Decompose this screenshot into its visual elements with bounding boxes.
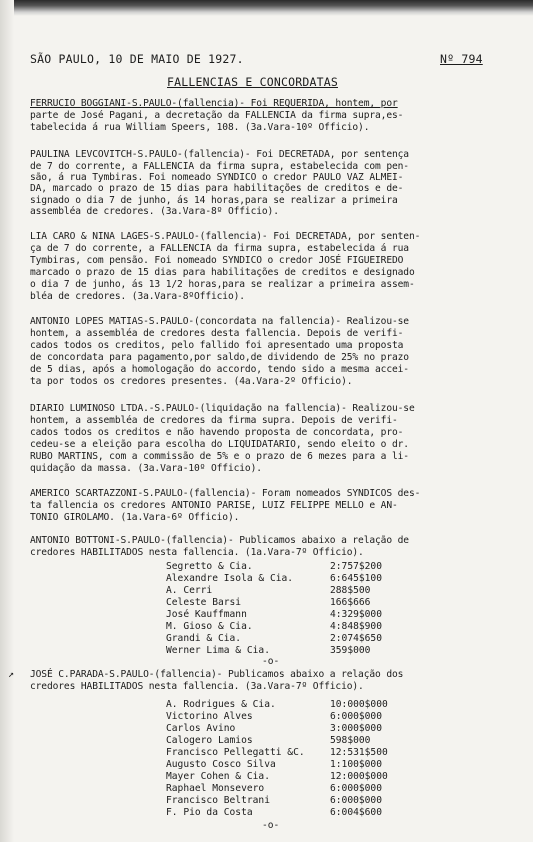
place-date: SÃO PAULO, 10 DE MAIO DE 1927.: [30, 52, 244, 66]
entry-line: hontem, a assembléa de credores desta fallencia. Depois de verifi-: [30, 328, 404, 339]
creditor-row: [166, 735, 466, 746]
creditor-row: [166, 609, 466, 620]
entry-line: FERRUCIO BOGGIANI-S.PAULO-(fallencia)- Foi REQUERIDA, hontem, por: [30, 98, 398, 109]
creditor-amount: 12:000$000: [330, 771, 388, 782]
creditor-name: Alexandre Isola & Cia.: [166, 573, 294, 584]
creditor-row: [166, 723, 466, 734]
creditor-name: Mayer Cohen & Cia.: [166, 771, 270, 782]
creditor-row: [166, 633, 466, 644]
entry-line: de 5 dias, após a homologação do accordo, tendo sido a mesma accei-: [30, 364, 409, 375]
creditor-name: Carlos Avino: [166, 723, 236, 734]
entry-line: ça de 7 do corrente, a FALLENCIA da firma supra, estabelecida á rua: [30, 243, 409, 254]
entry-line: cedeu-se a eleição para escolha do LIQUIDATARIO, sendo eleito o dr.: [30, 439, 409, 450]
creditor-amount: 4:848$900: [330, 621, 382, 632]
creditor-row: [166, 783, 466, 794]
entry-line: ANTONIO LOPES MATIAS-S.PAULO-(concordata na fallencia)- Realizou-se: [30, 316, 409, 327]
creditor-amount: 12:531$500: [330, 747, 388, 758]
creditor-row: [166, 699, 466, 710]
entry-line: signado o dia 7 de junho, ás 14 horas,para se realizar a primeira: [30, 195, 398, 206]
creditor-amount: 6:000$000: [330, 711, 382, 722]
entry-name: FERRUCIO BOGGIANI-: [30, 98, 132, 109]
creditor-name: A. Rodrigues & Cia.: [166, 699, 276, 710]
creditor-amount: 2:074$650: [330, 633, 382, 644]
entry-line: AMERICO SCARTAZZONI-S.PAULO-(fallencia)- Foram nomeados SYNDICOS des-: [30, 488, 421, 499]
creditor-row: [166, 561, 466, 572]
entry-line: de 7 do corrente, a FALLENCIA da firma supra, estabelecida com pen-: [30, 161, 409, 172]
separator: -o-: [262, 820, 280, 831]
creditor-amount: 359$000: [330, 645, 371, 656]
bulletin-number: Nº 794: [440, 52, 483, 66]
creditor-name: F. Pio da Costa: [166, 807, 253, 818]
creditor-amount: 2:757$200: [330, 561, 382, 572]
entry-line: parte de José Pagani, a decretação da FALLENCIA da firma supra,es-: [30, 110, 404, 121]
entry-line: quidação da massa. (3a.Vara-10º Officio).: [30, 463, 262, 474]
creditor-amount: 1:100$000: [330, 759, 382, 770]
creditor-name: Werner Lima & Cia.: [166, 645, 270, 656]
creditor-name: Victorino Alves: [166, 711, 253, 722]
margin-mark: ↗: [8, 669, 15, 680]
creditor-row: [166, 573, 466, 584]
creditor-name: José Kauffmann: [166, 609, 247, 620]
entry-line: DA, marcado o prazo de 15 dias para habilitações de creditos e de-: [30, 183, 404, 194]
entry-line: RUBO MARTINS, com a commissão de 5% e o prazo de 6 mezes para a li-: [30, 451, 409, 462]
creditor-amount: 6:000$000: [330, 795, 382, 806]
section-title: FALLENCIAS E CONCORDATAS: [167, 75, 338, 89]
entry-line: credores HABILITADOS nesta fallencia. (1a.Vara-7º Officio).: [30, 547, 364, 558]
creditor-amount: 6:004$600: [330, 807, 382, 818]
entry-line: ta por todos os credores presentes. (4a.Vara-2º Officio).: [30, 376, 353, 387]
creditor-row: [166, 621, 466, 632]
entry-line: ANTONIO BOTTONI-S.PAULO-(fallencia)- Publicamos abaixo a relação de: [30, 535, 409, 546]
creditor-row: [166, 771, 466, 782]
entry-line: tabelecida á rua William Speers, 108. (3a.Vara-10º Officio).: [30, 122, 370, 133]
creditor-amount: 166$666: [330, 597, 371, 608]
creditor-amount: 6:645$100: [330, 573, 382, 584]
creditor-row: [166, 597, 466, 608]
creditor-amount: 288$500: [330, 585, 371, 596]
entry-line: ta fallencia os credores ANTONIO PARISE, LUIZ FELIPPE MELLO e AN-: [30, 500, 398, 511]
creditor-amount: 3:000$000: [330, 723, 382, 734]
creditor-amount: 4:329$000: [330, 609, 382, 620]
creditor-row: [166, 795, 466, 806]
creditor-name: M. Gioso & Cia.: [166, 621, 253, 632]
creditor-row: [166, 645, 466, 656]
entry-line: LIA CARO & NINA LAGES-S.PAULO-(fallencia)- Foi DECRETADA, por senten-: [30, 231, 421, 242]
entry-line: de concordata para pagamento,por saldo,de dividendo de 25% no prazo: [30, 352, 409, 363]
creditor-name: Francisco Beltrani: [166, 795, 270, 806]
entry-line: PAULINA LEVCOVITCH-S.PAULO-(fallencia)- Foi DECRETADA, por sentença: [30, 149, 409, 160]
creditor-amount: 6:000$000: [330, 783, 382, 794]
entry-line: cados todos os creditos e não havendo proposta de concordata, pro-: [30, 427, 404, 438]
scan-left-edge: [0, 0, 14, 842]
creditor-amount: 598$000: [330, 735, 371, 746]
creditor-name: Calogero Lamios: [166, 735, 253, 746]
creditor-amount: 10:000$000: [330, 699, 388, 710]
entry-line: TONIO GIROLAMO. (1a.Vara-6º Officio).: [30, 512, 240, 523]
entry-line: assembléa de credores. (3a.Vara-8º Officio).: [30, 206, 279, 217]
creditor-name: Segretto & Cia.: [166, 561, 253, 572]
entry-line: marcado o prazo de 15 dias para habilitações de creditos e designado: [30, 267, 415, 278]
creditor-row: [166, 747, 466, 758]
creditor-row: [166, 807, 466, 818]
creditor-name: Raphael Monsevero: [166, 783, 265, 794]
entry-line: hontem, a assembléa de credores da firma supra. Depois de verifi-: [30, 415, 398, 426]
creditor-name: A. Cerri: [166, 585, 213, 596]
entry-line: cados todos os creditos, pelo fallido foi apresentado uma proposta: [30, 340, 404, 351]
entry-line: credores HABILITADOS nesta fallencia. (3a.Vara-7º Officio).: [30, 681, 364, 692]
entry-line: DIARIO LUMINOSO LTDA.-S.PAULO-(liquidação na fallencia)- Realizou-se: [30, 403, 415, 414]
creditor-row: [166, 585, 466, 596]
creditor-name: Francisco Pellegatti &C.: [166, 747, 305, 758]
entry-line: o dia 7 de junho, ás 13 1/2 horas,para se realizar a primeira assem-: [30, 279, 415, 290]
entry-line: Tymbiras, com pensão. Foi nomeado SYNDICO o credor JOSÉ FIGUEIREDO: [30, 255, 404, 266]
scan-top-shadow: [0, 0, 533, 16]
separator: -o-: [262, 656, 280, 667]
entry-line: JOSÉ C.PARADA-S.PAULO-(fallencia)- Publicamos abaixo a relação dos: [30, 669, 404, 680]
creditor-name: Augusto Cosco Silva: [166, 759, 276, 770]
creditor-row: [166, 759, 466, 770]
creditor-name: Grandi & Cia.: [166, 633, 242, 644]
creditor-row: [166, 711, 466, 722]
entry-line: são, á rua Tymbiras. Foi nomeado SYNDICO o credor PAULO VAZ ALMEI-: [30, 172, 404, 183]
creditor-name: Celeste Barsi: [166, 597, 242, 608]
entry-line: bléa de credores. (3a.Vara-8ºOfficio).: [30, 291, 245, 302]
